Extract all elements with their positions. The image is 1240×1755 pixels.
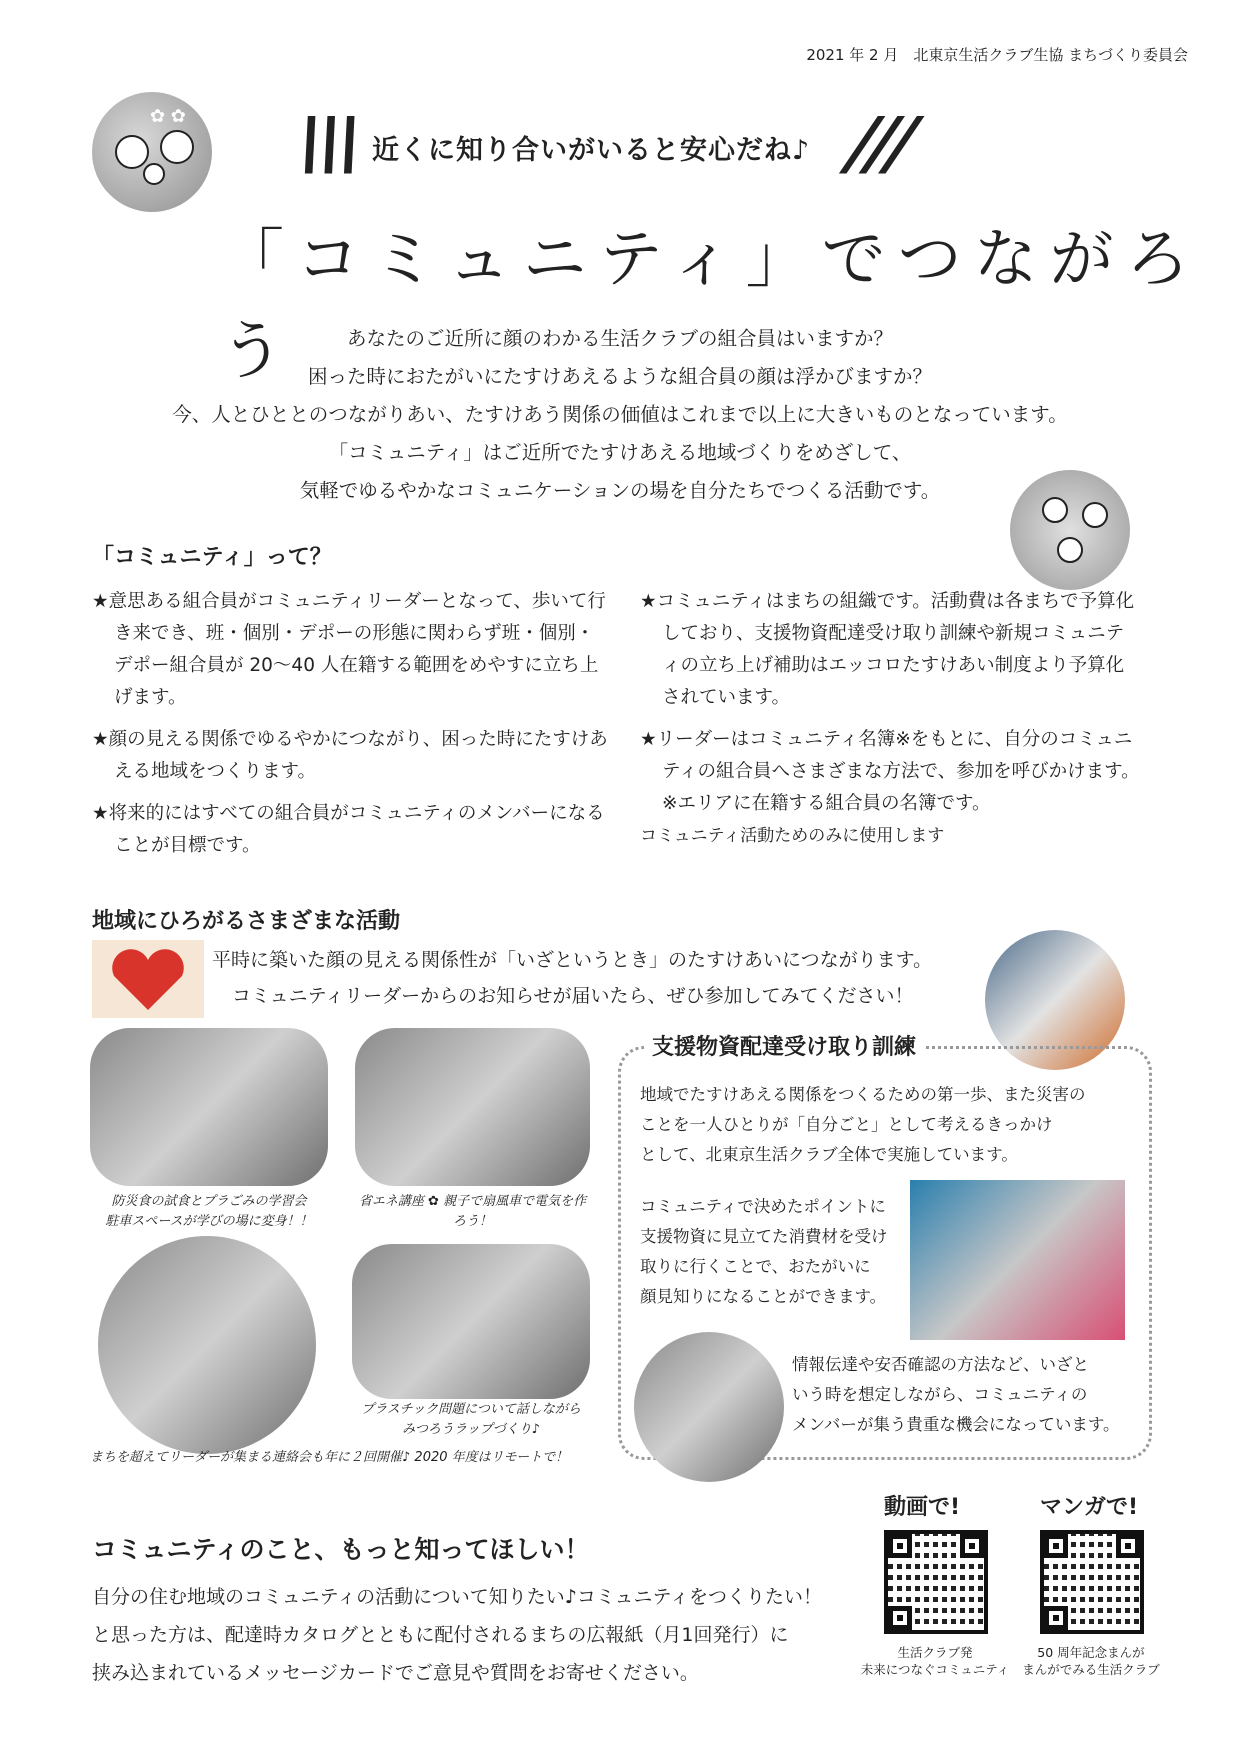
caption-line: 生活クラブ発 xyxy=(897,1645,973,1660)
qr-finder-icon xyxy=(960,1534,984,1558)
caption-line: 防災食の試食とプラごみの学習会 xyxy=(111,1194,307,1209)
activities-heading: 地域にひろがるさまざまな活動 xyxy=(92,909,401,934)
training-paragraph-2 xyxy=(640,1192,888,1312)
caption-line: みつろうラップづくり♪ xyxy=(402,1422,540,1437)
photo-plastic-wrap xyxy=(352,1244,590,1399)
photo-leaders-meeting xyxy=(98,1236,316,1454)
photo-meeting-circle xyxy=(634,1332,784,1482)
photo-disaster-food xyxy=(90,1028,328,1186)
qr-finder-icon xyxy=(1044,1534,1068,1558)
banner-catchphrase: 近くに知り合いがいると安心だね♪ xyxy=(372,135,811,166)
about-left-column xyxy=(92,586,612,872)
about-item: ★意思ある組合員がコミュニティリーダーとなって、歩いて行き来でき、班・個別・デポーの形態に関わらず班・個別・デポー組合員が 20〜40 人在籍する範囲をめやすに立ち上げます。 xyxy=(92,591,606,708)
text-line: ことを一人ひとりが「自分ごと」として考えるきっかけ xyxy=(640,1115,1053,1134)
qr-finder-icon xyxy=(1116,1534,1140,1558)
text-line: 情報伝達や安否確認の方法など、いざと xyxy=(792,1355,1089,1374)
banner-left-slashes: \\\ xyxy=(283,102,372,184)
about-item: コミュニティ活動ためのみに使用します xyxy=(640,826,945,846)
qr-video-label: 動画で! xyxy=(884,1495,961,1520)
text-line: 自分の住む地域のコミュニティの活動について知りたい♪コミュニティをつくりたい！ xyxy=(92,1586,822,1608)
training-paragraph-3 xyxy=(792,1350,1120,1440)
text-line: と思った方は、配達時カタログとともに配付されるまちの広報紙（月1回発行）に xyxy=(92,1624,789,1646)
family-icon xyxy=(92,92,212,212)
text-line: 地域でたすけあえる関係をつくるための第一歩、また災害の xyxy=(640,1085,1086,1104)
more-heading: コミュニティのこと、もっと知ってほしい！ xyxy=(92,1535,590,1564)
intro-line: 気軽でゆるやかなコミュニケーションの場を自分たちでつくる活動です。 xyxy=(299,479,941,502)
lead-line: 平時に築いた顔の見える関係性が「いざというとき」のたすけあいにつながります。 xyxy=(212,949,933,971)
header-date-org: 2021 年 2 月 北東京生活クラブ生協 まちづくり委員会 xyxy=(806,46,1188,64)
intro-line: 今、人とひととのつながりあい、たすけあう関係の価値はこれまで以上に大きいものとなっています。 xyxy=(172,403,1068,426)
text-line: 挟み込まれているメッセージカードでご意見や質問をお寄せください。 xyxy=(92,1662,699,1684)
caption-leaders-meeting: まちを超えてリーダーが集まる連絡会も年に２回開催♪ 2020 年度はリモートで！ xyxy=(90,1450,569,1465)
qr-finder-icon xyxy=(888,1534,912,1558)
about-item: ★将来的にはすべての組合員がコミュニティのメンバーになることが目標です。 xyxy=(92,803,605,856)
more-body xyxy=(92,1578,822,1692)
intro-line: あなたのご近所に顔のわかる生活クラブの組合員はいますか？ xyxy=(346,327,893,350)
caption-line: 駐車スペースが学びの場に変身！！ xyxy=(105,1214,313,1229)
qr-video-caption xyxy=(850,1644,1020,1678)
about-item: ★コミュニティはまちの組織です。活動費は各まちで予算化しており、支援物資配達受け取り訓練や新規コミュニティの立ち上げ補助はエッコロたすけあい制度より予算化されています。 xyxy=(640,591,1135,708)
caption-line: プラスチック問題について話しながら xyxy=(361,1402,581,1417)
text-line: 支援物資に見立てた消費材を受け xyxy=(640,1227,888,1246)
about-item: ★顔の見える関係でゆるやかにつながり、困った時にたすけあえる地域をつくります。 xyxy=(92,729,608,782)
caption-line: 未来につなぐコミュニティ xyxy=(860,1662,1010,1677)
caption-line: 50 周年記念まんが xyxy=(1037,1645,1145,1660)
activities-lead xyxy=(212,942,932,1014)
lead-line: コミュニティリーダーからのお知らせが届いたら、ぜひ参加してみてください！ xyxy=(232,985,914,1007)
qr-finder-icon xyxy=(1044,1606,1068,1630)
community-illustration xyxy=(1010,470,1130,590)
photo-receiving-goods xyxy=(910,1180,1125,1340)
training-heading: 支援物資配達受け取り訓練 xyxy=(644,1030,924,1061)
qr-manga-code[interactable] xyxy=(1040,1530,1144,1634)
caption-line: まんがでみる生活クラブ xyxy=(1022,1662,1160,1677)
text-line: メンバーが集う貴重な機会になっています。 xyxy=(792,1415,1120,1434)
caption-energy-class xyxy=(355,1192,590,1232)
text-line: として、北東京生活クラブ全体で実施しています。 xyxy=(640,1145,1018,1164)
caption-plastic-wrap xyxy=(352,1400,590,1440)
photo-energy-class xyxy=(355,1028,590,1186)
training-paragraph-1 xyxy=(640,1080,1086,1170)
text-line: コミュニティで決めたポイントに xyxy=(640,1197,886,1216)
qr-video-code[interactable] xyxy=(884,1530,988,1634)
about-right-column xyxy=(640,586,1140,862)
about-item: ★リーダーはコミュニティ名簿※をもとに、自分のコミュニティの組合員へさまざまな方法で、参加を呼びかけます。※エリアに在籍する組合員の名簿です。 xyxy=(640,729,1140,814)
intro-line: 「コミュニティ」はご近所でたすけあえる地域づくりをめざして、 xyxy=(328,441,912,464)
banner-right-slashes: /// xyxy=(835,102,924,184)
svg-text:✿ ✿: ✿ ✿ xyxy=(150,106,186,127)
family-illustration xyxy=(92,92,212,212)
caption-disaster-food xyxy=(90,1192,328,1232)
heart-icon xyxy=(92,940,204,1018)
caption-line: 省エネ講座 ✿ 親子で扇風車で電気を作ろう！ xyxy=(358,1194,587,1229)
text-line: いう時を想定しながら、コミュニティの xyxy=(792,1385,1088,1404)
intro-line: 困った時におたがいにたすけあえるような組合員の顔は浮かびますか？ xyxy=(307,365,932,388)
text-line: 顔見知りになることができます。 xyxy=(640,1287,887,1306)
text-line: 取りに行くことで、おたがいに xyxy=(640,1257,871,1276)
qr-manga-label: マンガで! xyxy=(1040,1495,1139,1520)
people-icon xyxy=(1010,470,1130,590)
qr-manga-caption xyxy=(1016,1644,1166,1678)
qr-finder-icon xyxy=(888,1606,912,1630)
heart-hands-image xyxy=(92,940,204,1018)
page-title: 「コミュニティ」でつながろう xyxy=(220,223,1202,389)
about-heading: 「コミュニティ」って？ xyxy=(92,545,332,570)
